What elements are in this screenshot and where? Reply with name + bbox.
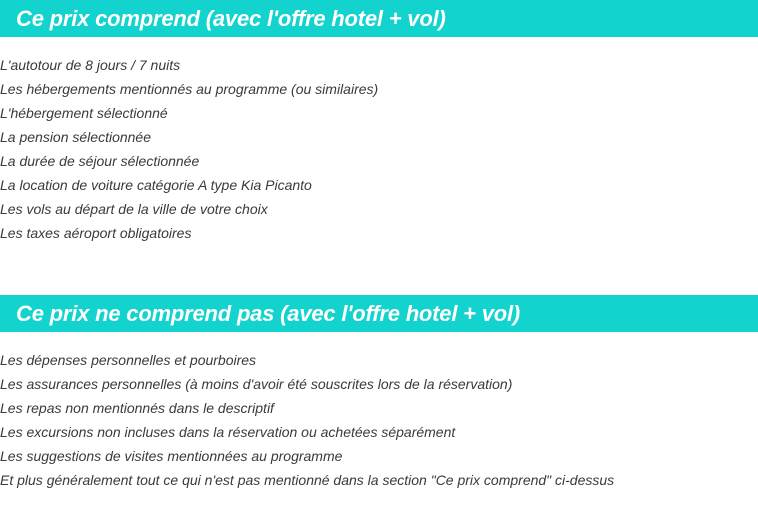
excluded-item: Les excursions non incluses dans la réservation ou achetées séparément	[0, 424, 456, 440]
included-section-header	[0, 0, 758, 37]
included-item: Les taxes aéroport obligatoires	[0, 225, 192, 241]
excluded-section-title: Ce prix ne comprend pas (avec l'offre hotel + vol)	[16, 300, 521, 326]
included-item: La pension sélectionnée	[0, 129, 152, 145]
included-items-list	[0, 53, 378, 245]
excluded-item: Et plus généralement tout ce qui n'est pas mentionné dans la section "Ce prix comprend" ci-dessus	[0, 472, 615, 488]
excluded-item: Les suggestions de visites mentionnées au programme	[0, 448, 343, 464]
included-item: La durée de séjour sélectionnée	[0, 153, 200, 169]
included-item: L'hébergement sélectionné	[0, 105, 168, 121]
included-item: Les hébergements mentionnés au programme (ou similaires)	[0, 81, 379, 97]
excluded-items-list	[0, 348, 614, 492]
included-item: La location de voiture catégorie A type Kia Picanto	[0, 177, 312, 193]
excluded-item: Les assurances personnelles (à moins d'avoir été souscrites lors de la réservation)	[0, 376, 513, 392]
included-item: Les vols au départ de la ville de votre choix	[0, 201, 268, 217]
excluded-item: Les repas non mentionnés dans le descriptif	[0, 400, 274, 416]
excluded-section-header	[0, 295, 758, 332]
excluded-item: Les dépenses personnelles et pourboires	[0, 352, 257, 368]
included-item: L'autotour de 8 jours / 7 nuits	[0, 57, 181, 73]
included-section-title: Ce prix comprend (avec l'offre hotel + vol)	[16, 5, 446, 31]
